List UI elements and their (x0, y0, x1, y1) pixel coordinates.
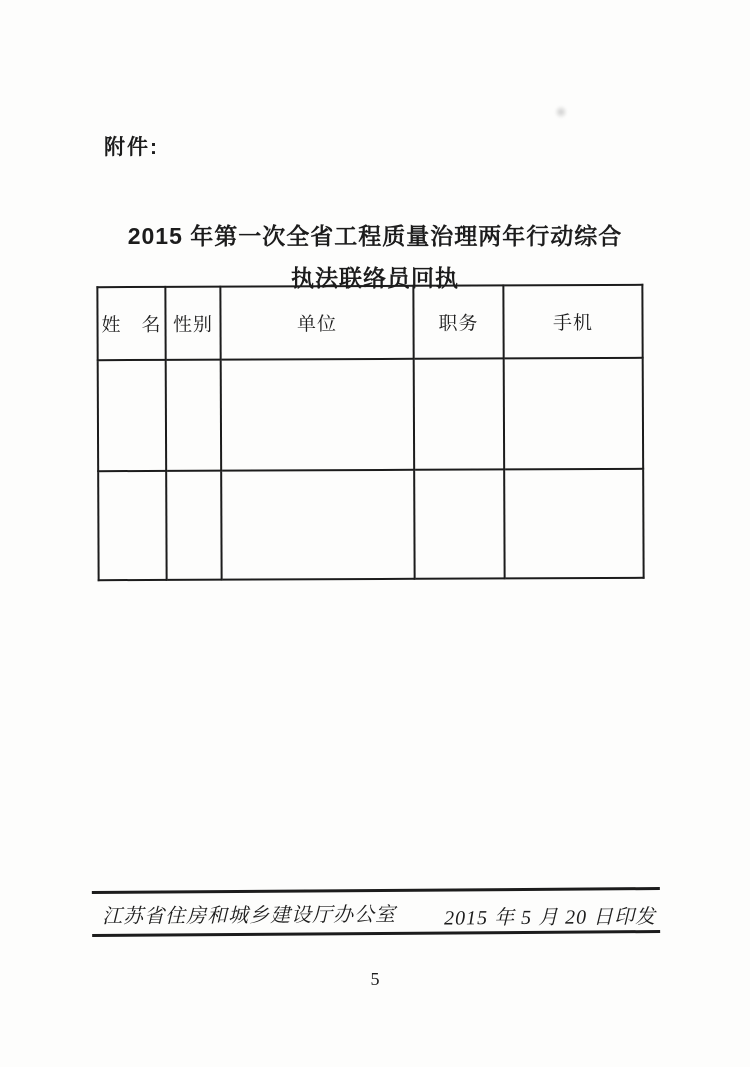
table-cell (98, 360, 166, 471)
header-cell-gender: 性别 (165, 287, 220, 360)
table-cell (414, 469, 504, 578)
table-header-row (97, 285, 642, 360)
table-cell (504, 358, 643, 470)
table-cell (414, 358, 504, 469)
liaison-reply-table (96, 284, 644, 581)
table-cell (221, 470, 414, 580)
colophon-print-date: 2015 年 5 月 20 日印发 (443, 906, 657, 930)
table-row (98, 469, 643, 580)
header-cell-phone: 手机 (503, 285, 642, 359)
table-cell (221, 359, 414, 471)
header-cell-duty: 职务 (413, 285, 503, 358)
table-cell (166, 360, 221, 471)
colophon-issuer: 江苏省住房和城乡建设厅办公室 (101, 903, 397, 928)
attachment-label: 附件: (104, 136, 159, 159)
colophon-body (92, 890, 660, 934)
colophon-footer (92, 887, 660, 937)
page-number: 5 (370, 969, 380, 989)
table-row (98, 358, 643, 471)
document-title-line1: 2015 年第一次全省工程质量治理两年行动综合 (127, 223, 623, 249)
header-cell-name: 姓 名 (97, 287, 165, 360)
document-title-line2: 执法联络员回执 (291, 265, 459, 291)
table-cell (504, 469, 643, 579)
header-cell-unit: 单位 (220, 286, 413, 360)
table-cell (98, 471, 166, 580)
table-cell (166, 471, 221, 580)
scan-smudge-artifact (555, 105, 567, 119)
